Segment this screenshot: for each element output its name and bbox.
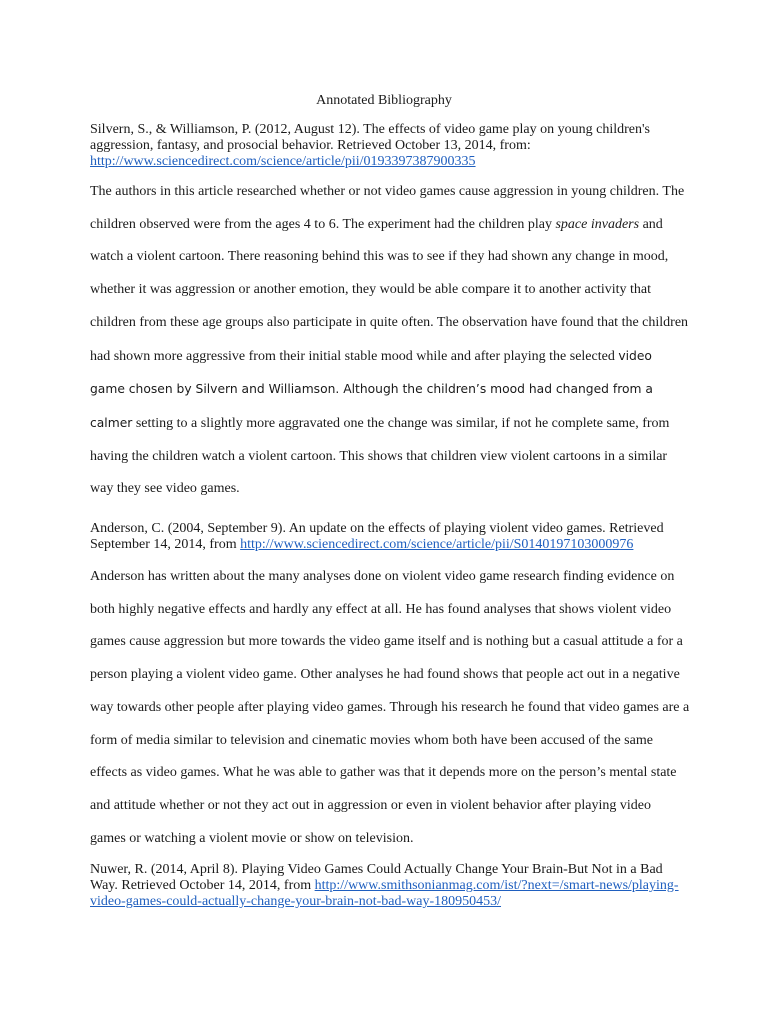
citation-nuwer: [90, 862, 690, 910]
citation-silvern: [90, 122, 690, 170]
annotation-anderson: Anderson has written about the many analyses done on violent video game research finding evidence on both highly negative effects and hardly any effect at all. He has found analyses that shows violent video games cause aggression but more towards the video game itself and is nothing but a casual attitude a for a person playing a violent video game. Other analyses he had found shows that people act out in a negative way towards other people after playing video games. Through his research he found that video games are a form of media similar to television and cinematic movies whom both have been accused of the same effects as video games. What he was able to gather was that it depends more on the person’s mental state and attitude whether or not they act out in aggression or even in violent behavior after playing video games or watching a violent movie or show on television.: [90, 569, 690, 846]
citation-link-silvern[interactable]: http://www.sciencedirect.com/science/article/pii/0193397387900335: [90, 154, 476, 169]
document-title: Annotated Bibliography: [316, 93, 452, 108]
citation-text: Anderson, C. (2004, September 9). An update on the effects of playing violent video games. Retrieved September 14, 2014, from: [90, 521, 664, 552]
citation-anderson: [90, 521, 690, 553]
citation-link-anderson[interactable]: http://www.sciencedirect.com/science/article/pii/S0140197103000976: [240, 537, 634, 552]
annotation-silvern: [90, 176, 690, 506]
annotation-text: setting to a slightly more aggravated one the change was similar, if not he complete same, from having the children watch a violent cartoon. This shows that children view violent cartoons in a similar way they see video games.: [90, 415, 670, 497]
citation-text: Nuwer, R. (2014, April 8). Playing Video Games Could Actually Change Your Brain-But Not in a Bad Way. Retrieved October 14, 2014, from: [90, 862, 663, 893]
citation-text: Silvern, S., & Williamson, P. (2012, August 12). The effects of video game play on young children's aggression, fantasy, and prosocial behavior. Retrieved October 13, 2014, from:: [90, 122, 650, 153]
annotation-text: The authors in this article researched whether or not video games cause aggression in young children. The children observed were from the ages 4 to 6. The experiment had the children play: [90, 184, 685, 232]
citation-link-nuwer[interactable]: http://www.smithsonianmag.com/ist/?next=/smart-news/playing-video-games-could-actually-change-your-brain-not-bad-way-180950453/: [90, 878, 679, 909]
annotation-text-alt-font: video game chosen by Silvern and Williamson. Although the children’s mood had changed from a calmer: [90, 348, 653, 430]
annotation-text: and watch a violent cartoon. There reasoning behind this was to see if they had shown any change in mood, whether it was aggression or another emotion, they would be able compare it to another activity that children from these age groups also participate in quite often. The observation have found that the children had shown more aggressive from their initial stable mood while and after playing the selected: [90, 216, 689, 364]
game-title-italic: space invaders: [555, 216, 640, 232]
